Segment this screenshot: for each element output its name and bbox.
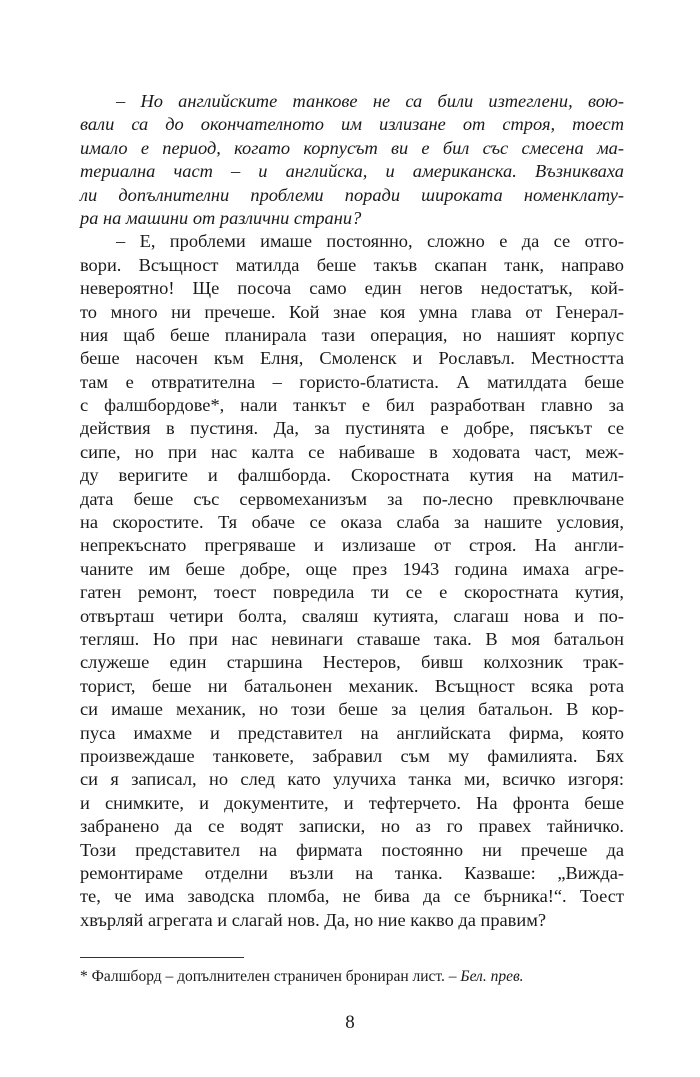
answer-line: служеше един старшина Нестеров, бивш колхозник трак- [80,652,624,673]
answer-line: отвърташ четири болта, сваляш кутията, слагаш нова и по- [80,605,624,626]
answer-line: хвърляй агрегата и слагай нов. Да, но ние какво да правим? [80,909,547,930]
answer-line: забранено да се водят записки, но аз го правех тайничко. [80,816,624,837]
answer-line: те, че има заводска пломба, не бива да се бърника!“. Тоест [80,886,624,907]
answer-line: си я записал, но след като улучиха танка ми, всичко изгоря: [80,769,624,790]
answer-line: чаните им беше добре, още през 1943 година имаха агре- [80,558,624,579]
footnote-text: * Фалшборд – допълнителен страничен брониран лист. – [80,968,461,985]
answer-line: торист, беше ни батальонен механик. Всъщност всяка рота [80,675,624,696]
answer-line: беше насочен към Елня, Смоленск и Рославъл. Местността [80,348,624,369]
answer-line: то много ни пречеше. Кой знае коя умна глава от Генерал- [80,301,624,322]
question-line: ра на машини от различни страни? [80,207,362,228]
answer-line: гатен ремонт, тоест повредила ти се е скоростната кутия, [80,582,624,603]
body-text [80,90,624,932]
footnote-source: Бел. прев. [460,968,524,985]
answer-line: ду веригите и фалшборда. Скоростната кутия на матил- [80,465,624,486]
answer-line: с фалшбордове*, нали танкът е бил разработван главно за [80,395,624,416]
answer-line: ремонтираме отделни възли на танка. Казваше: „Вижда- [80,862,624,883]
answer-line: – Е, проблеми имаше постоянно, сложно е да се отго- [116,231,624,252]
answer-line: непрекъснато прегряваше и излизаше от строя. На англи- [80,535,624,556]
answer-line: дата беше със сервомеханизъм за по-лесно превключване [80,488,624,509]
answer-line: пуса имахме и представител на английската фирма, която [80,722,624,743]
answer-line: Този представител на фирмата постоянно ни пречеше да [80,839,624,860]
page-number: 8 [345,1012,355,1033]
interview-answer [80,230,624,932]
question-line: териална част – и английска, и американска. Възникваха [80,161,624,182]
interview-question [80,90,624,230]
answer-line: тегляш. Но при нас невинаги ставаше така. В моя батальон [80,628,624,649]
footnote [80,967,640,987]
question-line: имало е период, когато корпусът ви е бил със смесена ма- [80,137,624,158]
answer-line: произвеждаше танковете, забравил съм му фамилията. Бях [80,745,624,766]
answer-line: действия в пустиня. Да, за пустинята е добре, пясъкът се [80,418,624,439]
answer-line: и снимките, и документите, и тефтерчето. На фронта беше [80,792,624,813]
answer-line: си имаше механик, но този беше за целия батальон. В кор- [80,699,624,720]
answer-line: ния щаб беше планирала тази операция, но нашият корпус [80,324,624,345]
answer-line: там е отвратителна – гористо-блатиста. А матилдата беше [80,371,624,392]
answer-line: вори. Всъщност матилда беше такъв скапан танк, направо [80,254,624,275]
footnote-divider [80,957,244,958]
question-line: вали са до окончателното им излизане от строя, тоест [80,114,624,135]
question-line: ли допълнителни проблеми поради широката номенклату- [80,184,624,205]
answer-line: на скоростите. Тя обаче се оказа слаба за нашите условия, [80,512,624,533]
answer-line: сипе, но при нас калта се набиваше в ходовата част, меж- [80,441,624,462]
question-line: – Но английските танкове не са били изтеглени, вою- [116,91,624,111]
answer-line: невероятно! Ще посоча само един негов недостатък, кой- [80,278,624,299]
